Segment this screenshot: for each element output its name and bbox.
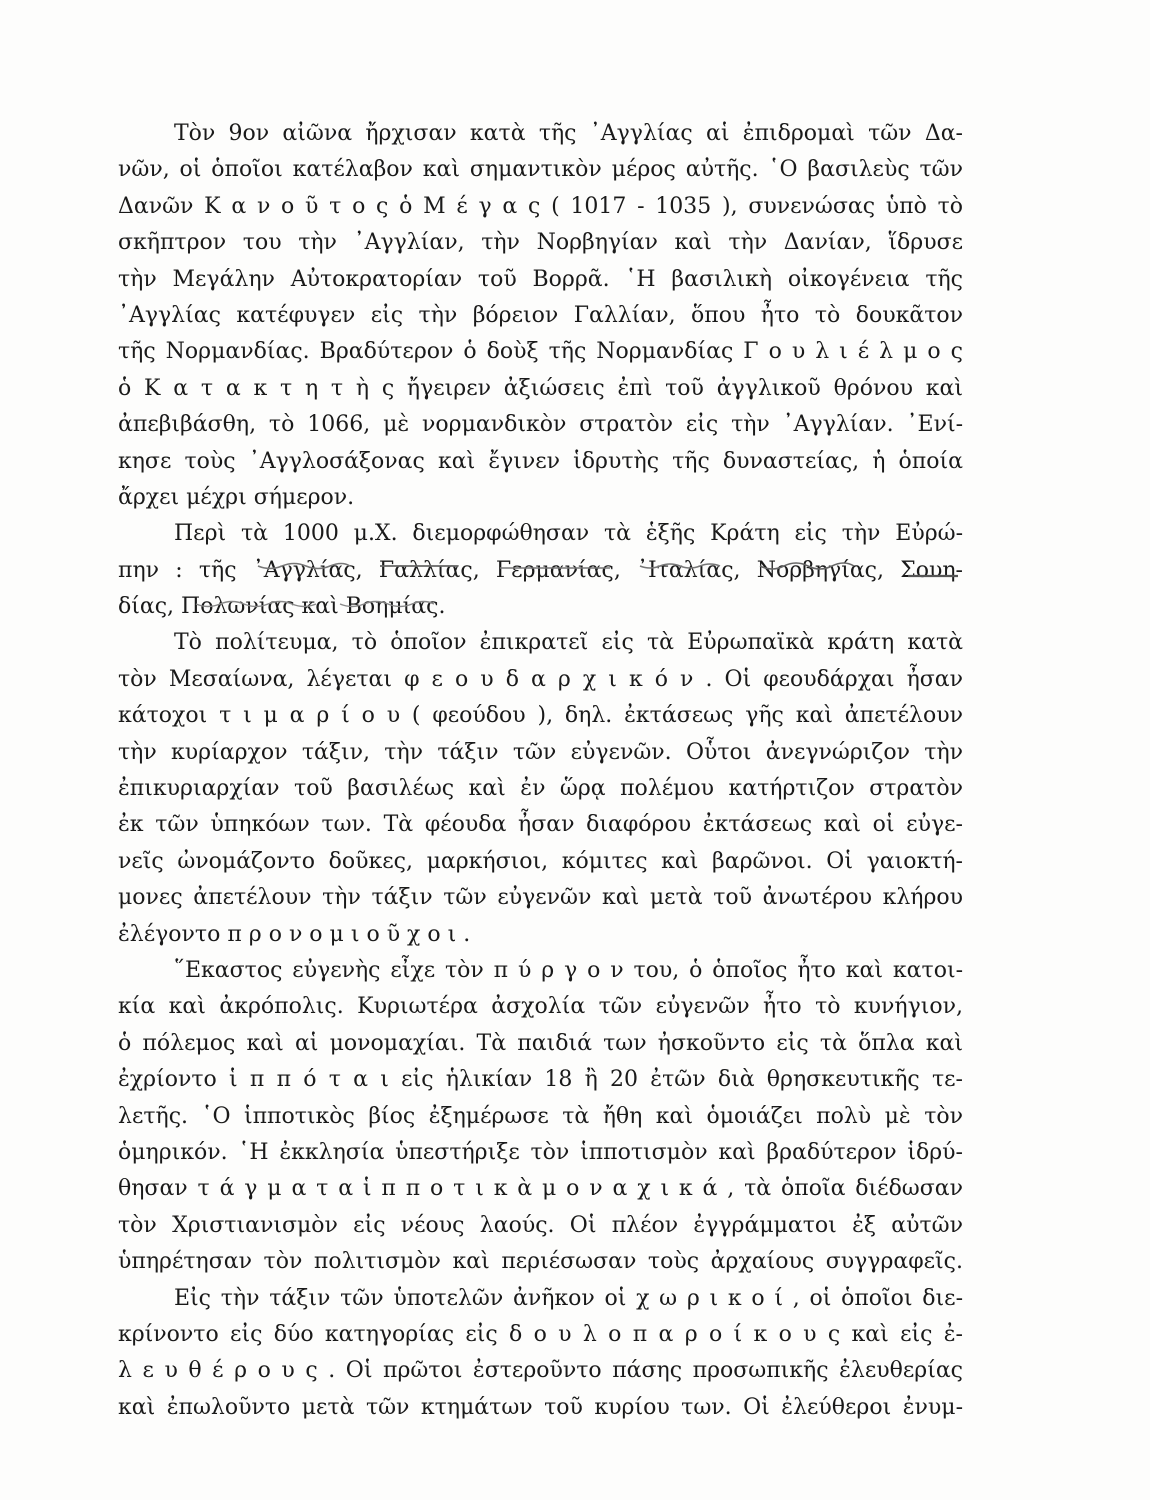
text-line: Εἰς τὴν τάξιν τῶν ὑποτελῶν ἀνῆκον οἱ χ ω ρ ι κ ο ί , οἱ ὁποῖοι διε- [174, 1285, 963, 1311]
text-line: κάτοχοι τ ι μ α ρ ί ο υ ( φεούδου ), δηλ. ἐκτάσεως γῆς καὶ ἀπετέλουν [118, 703, 963, 729]
text-line: Περὶ τὰ 1000 μ.Χ. διεμορφώθησαν τὰ ἑξῆς Κράτη εἰς τὴν Εὐρώ- [174, 521, 963, 547]
text-line: τὴν Μεγάλην Αὐτοκρατορίαν τοῦ Βορρᾶ. ῾Η βασιλικὴ οἰκογένεια τῆς [118, 266, 963, 292]
text-line: σκῆπτρον του τὴν ᾿Αγγλίαν, τὴν Νορβηγίαν καὶ τὴν Δανίαν, ἵδρυσε [118, 230, 963, 256]
text-line: νῶν, οἱ ὁποῖοι κατέλαβον καὶ σημαντικὸν μέρος αὐτῆς. ῾Ο βασιλεὺς τῶν [118, 157, 963, 183]
text-line: Τὸν 9ον αἰῶνα ἤρχισαν κατὰ τῆς ᾿Αγγλίας αἱ ἐπιδρομαὶ τῶν Δα- [174, 121, 963, 146]
text-line: ῞Εκαστος εὐγενὴς εἶχε τὸν π ύ ρ γ ο ν του, ὁ ὁποῖος ἦτο καὶ κατοι- [174, 957, 963, 983]
text-line: κησε τοὺς ᾿Αγγλοσάξονας καὶ ἔγινεν ἱδρυτὴς τῆς δυναστείας, ἡ ὁποία [118, 448, 963, 474]
text-line: ἄρχει μέχρι σήμερον. [118, 484, 355, 510]
text-line: ἐλέγοντο π ρ ο ν ο μ ι ο ῦ χ ο ι . [118, 921, 471, 947]
text-line: Τὸ πολίτευμα, τὸ ὁποῖον ἐπικρατεῖ εἰς τὰ Εὐρωπαϊκὰ κράτη κατὰ [174, 630, 963, 656]
text-line: δίας, Πολωνίας καὶ Βοημίας. [118, 594, 446, 620]
text-line: ὁ πόλεμος καὶ αἱ μονομαχίαι. Τὰ παιδιά των ἠσκοῦντο εἰς τὰ ὅπλα καὶ [118, 1030, 963, 1056]
text-line: Δανῶν Κ α ν ο ῦ τ ο ς ὁ Μ έ γ α ς ( 1017 - 1035 ), συνενώσας ὑπὸ τὸ [118, 193, 963, 219]
text-line: τὸν Χριστιανισμὸν εἰς νέους λαούς. Οἱ πλέον ἐγγράμματοι ἐξ αὐτῶν [118, 1212, 963, 1238]
text-line: κρίνοντο εἰς δύο κατηγορίας εἰς δ ο υ λ ο π α ρ ο ί κ ο υ ς καὶ εἰς ἐ- [118, 1321, 963, 1347]
text-line: πην : τῆς ᾿Αγγλίας, Γαλλίας, Γερμανίας, ᾿Ιταλίας, Νορβηγίας, Σουη- [118, 557, 963, 583]
text-line: ἀπεβιβάσθη, τὸ 1066, μὲ νορμανδικὸν στρατὸν εἰς τὴν ᾿Αγγλίαν. ᾿Ενί- [118, 412, 963, 438]
text-line: ὁμηρικόν. ῾Η ἐκκλησία ὑπεστήριξε τὸν ἱπποτισμὸν καὶ βραδύτερον ἱδρύ- [118, 1139, 963, 1165]
text-line: καὶ ἐπωλοῦντο μετὰ τῶν κτημάτων τοῦ κυρίου των. Οἱ ἐλεύθεροι ἐνυμ- [118, 1394, 963, 1420]
text-line: τῆς Νορμανδίας. Βραδύτερον ὁ δοὺξ τῆς Νορμανδίας Γ ο υ λ ι έ λ μ ο ς [118, 339, 963, 365]
text-line: ἐκ τῶν ὑπηκόων των. Τὰ φέουδα ἦσαν διαφόρου ἐκτάσεως καὶ οἱ εὐγε- [118, 812, 963, 838]
text-line: τὸν Μεσαίωνα, λέγεται φ ε ο υ δ α ρ χ ι κ ό ν . Οἱ φεουδάρχαι ἦσαν [118, 666, 963, 692]
text-line: τὴν κυρίαρχον τάξιν, τὴν τάξιν τῶν εὐγενῶν. Οὗτοι ἀνεγνώριζον τὴν [118, 739, 963, 765]
text-line: νεῖς ὠνομάζοντο δοῦκες, μαρκήσιοι, κόμιτες καὶ βαρῶνοι. Οἱ γαιοκτή- [118, 848, 963, 874]
text-line: λ ε υ θ έ ρ ο υ ς . Οἱ πρῶτοι ἐστεροῦντο πάσης προσωπικῆς ἐλευθερίας [118, 1358, 963, 1384]
body-text [118, 116, 963, 1426]
text-line: θησαν τ ά γ μ α τ α ἱ π π ο τ ι κ ὰ μ ο ν α χ ι κ ά , τὰ ὁποῖα διέδωσαν [118, 1176, 963, 1202]
text-line: ὁ Κ α τ α κ τ η τ ὴ ς ἤγειρεν ἀξιώσεις ἐπὶ τοῦ ἀγγλικοῦ θρόνου καὶ [118, 375, 963, 401]
text-line: ᾿Αγγλίας κατέφυγεν εἰς τὴν βόρειον Γαλλίαν, ὅπου ἦτο τὸ δουκᾶτον [118, 302, 963, 328]
text-line: ἐπικυριαρχίαν τοῦ βασιλέως καὶ ἐν ὥρᾳ πολέμου κατήρτιζον στρατὸν [118, 776, 963, 802]
text-line: ὑπηρέτησαν τὸν πολιτισμὸν καὶ περιέσωσαν τοὺς ἀρχαίους συγγραφεῖς. [118, 1249, 963, 1275]
text-line: κία καὶ ἀκρόπολις. Κυριωτέρα ἀσχολία τῶν εὐγενῶν ἦτο τὸ κυνήγιον, [118, 994, 963, 1020]
text-line: λετῆς. ῾Ο ἱπποτικὸς βίος ἐξημέρωσε τὰ ἤθη καὶ ὁμοιάζει πολὺ μὲ τὸν [118, 1103, 963, 1129]
text-line: ἐχρίοντο ἱ π π ό τ α ι εἰς ἡλικίαν 18 ἢ 20 ἐτῶν διὰ θρησκευτικῆς τε- [118, 1067, 963, 1093]
text-line: μονες ἀπετέλουν τὴν τάξιν τῶν εὐγενῶν καὶ μετὰ τοῦ ἀνωτέρου κλήρου [118, 885, 963, 911]
